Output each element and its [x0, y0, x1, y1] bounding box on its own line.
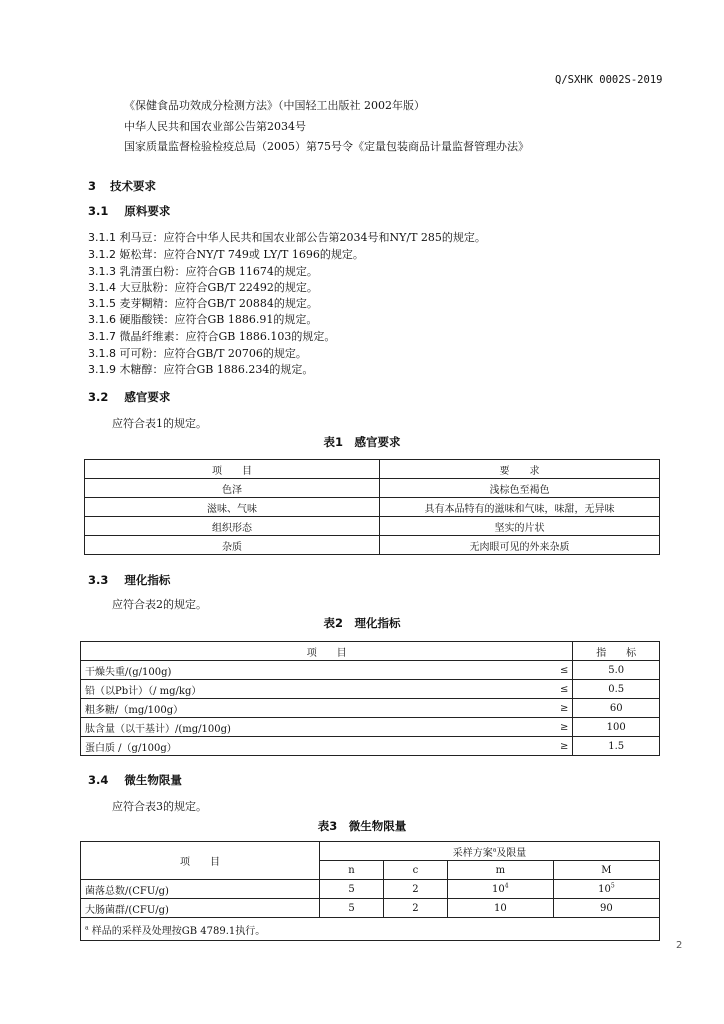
- raw-material-item: 3.1.5 麦芽糊精：应符合GB/T 20884的规定。: [88, 297, 318, 310]
- table-cell: 组织形态: [85, 517, 380, 536]
- table-cell: 色泽: [85, 479, 380, 498]
- section-title: 技术要求: [110, 179, 157, 193]
- table-cell: 滋味、气味: [85, 498, 380, 517]
- table-row: [85, 517, 660, 536]
- table-header-row: [85, 460, 660, 479]
- table-header-cell: m: [447, 861, 553, 880]
- table-cell: 5.0: [573, 661, 660, 680]
- exponent: 4: [504, 882, 509, 890]
- table-row: [81, 699, 660, 718]
- table-header-cell: M: [553, 861, 659, 880]
- raw-material-item: 3.1.4 大豆肽粉：应符合GB/T 22492的规定。: [88, 281, 318, 294]
- table-header-cell: n: [320, 861, 384, 880]
- table-cell: 60: [573, 699, 660, 718]
- table-cell: 具有本品特有的滋味和气味，味甜，无异味: [380, 498, 660, 517]
- table-cell: 铅（以Pb计）（/ mg/kg）: [81, 680, 545, 699]
- table-cell: 坚实的片状: [380, 517, 660, 536]
- table-row: [81, 737, 660, 756]
- section-number: 3.4: [88, 773, 109, 787]
- table-cell: 1.5: [573, 737, 660, 756]
- table-row: [81, 880, 660, 899]
- section-heading: [88, 203, 170, 219]
- table-cell: 100: [573, 718, 660, 737]
- exponent: 5: [610, 882, 615, 890]
- section-heading: [88, 772, 182, 788]
- table-row: [81, 661, 660, 680]
- table-header-cell: 项 目: [85, 460, 380, 479]
- table-header-row: [81, 642, 660, 661]
- raw-material-item: 3.1.3 乳清蛋白粉：应符合GB 11674的规定。: [88, 265, 318, 278]
- raw-material-item: 3.1.6 硬脂酸镁：应符合GB 1886.91的规定。: [88, 313, 318, 326]
- table-row: [85, 498, 660, 517]
- reference-line: 《保健食品功效成分检测方法》（中国轻工出版社 2002年版）: [124, 99, 425, 112]
- reference-line: 国家质量监督检验检疫总局（2005）第75号令《定量包装商品计量监督管理办法》: [124, 140, 529, 153]
- table-cell: 粗多糖/（mg/100g）: [81, 699, 545, 718]
- section-intro: 应符合表3的规定。: [112, 800, 207, 813]
- table-cell: 90: [553, 899, 659, 918]
- table-cell: 大肠菌群/(CFU/g): [81, 899, 320, 918]
- comparison-symbol: ≤: [544, 661, 573, 680]
- table-cell: 杂质: [85, 536, 380, 555]
- section-number: 3: [88, 179, 97, 193]
- table-row: [81, 718, 660, 737]
- table-header-cell: 要 求: [380, 460, 660, 479]
- raw-material-item: 3.1.2 姬松茸：应符合NY/T 749或 LY/T 1696的规定。: [88, 248, 364, 261]
- section-number: 3.3: [88, 573, 109, 587]
- table-row: [81, 680, 660, 699]
- table-cell: 0.5: [573, 680, 660, 699]
- section-title: 理化指标: [124, 573, 171, 587]
- table-cell: 菌落总数/(CFU/g): [81, 880, 320, 899]
- table-cell: 无肉眼可见的外来杂质: [380, 536, 660, 555]
- section-heading: [88, 389, 170, 405]
- section-number: 3.2: [88, 390, 109, 404]
- microbiological-table: [80, 841, 660, 941]
- table-header-row: [81, 842, 660, 861]
- section-title: 感官要求: [124, 390, 171, 404]
- table-footnote: $^a$ 样品的采样及处理按GB 4789.1执行。: [81, 918, 660, 941]
- page-number: 2: [676, 940, 683, 951]
- section-heading: [88, 178, 156, 194]
- raw-material-item: 3.1.9 木糖醇：应符合GB 1886.234的规定。: [88, 363, 314, 376]
- comparison-symbol: ≤: [544, 680, 573, 699]
- comparison-symbol: ≥: [544, 699, 573, 718]
- footnote-marker: a: [85, 924, 89, 932]
- table-cell: 5: [320, 880, 384, 899]
- document-code: Q/SXHK 0002S-2019: [555, 74, 663, 86]
- table-header-cell: 采样方案$^a$及限量: [320, 842, 660, 861]
- table-footnote-row: [81, 918, 660, 941]
- table-header-cell: c: [384, 861, 448, 880]
- section-heading: [88, 572, 170, 588]
- table-cell: 2: [384, 880, 448, 899]
- table-row: [85, 479, 660, 498]
- table-header-cell: 项 目: [81, 842, 320, 880]
- table-cell: 2: [384, 899, 448, 918]
- footnote-marker: a: [492, 846, 497, 854]
- table-row: [81, 899, 660, 918]
- raw-material-item: 3.1.8 可可粉：应符合GB/T 20706的规定。: [88, 347, 307, 360]
- table-cell: 5: [320, 899, 384, 918]
- raw-material-item: 3.1.7 微晶纤维素：应符合GB 1886.103的规定。: [88, 330, 336, 343]
- physicochemical-table: [80, 641, 660, 756]
- section-intro: 应符合表1的规定。: [112, 417, 207, 430]
- comparison-symbol: ≥: [544, 737, 573, 756]
- table-cell: 干燥失重/(g/100g): [81, 661, 545, 680]
- table-row: [85, 536, 660, 555]
- section-intro: 应符合表2的规定。: [112, 598, 207, 611]
- table-cell: 10: [447, 899, 553, 918]
- section-title: 微生物限量: [124, 773, 182, 787]
- table-cell: $10^5$: [553, 880, 659, 899]
- table-cell: 肽含量（以干基计）/(mg/100g): [81, 718, 545, 737]
- section-title: 原料要求: [124, 204, 171, 218]
- comparison-symbol: ≥: [544, 718, 573, 737]
- table-header-cell: 项 目: [81, 642, 573, 661]
- raw-material-item: 3.1.1 利马豆：应符合中华人民共和国农业部公告第2034号和NY/T 285的规定。: [88, 231, 486, 244]
- table-cell: 浅棕色至褐色: [380, 479, 660, 498]
- table-cell: 蛋白质 /（g/100g）: [81, 737, 545, 756]
- table-caption: 表2 理化指标: [323, 616, 401, 630]
- reference-line: 中华人民共和国农业部公告第2034号: [124, 120, 306, 133]
- table-cell: $10^4$: [447, 880, 553, 899]
- sensory-table: [84, 459, 660, 555]
- table-caption: 表3 微生物限量: [317, 819, 407, 833]
- table-header-cell: 指 标: [573, 642, 660, 661]
- section-number: 3.1: [88, 204, 109, 218]
- table-caption: 表1 感官要求: [323, 435, 401, 449]
